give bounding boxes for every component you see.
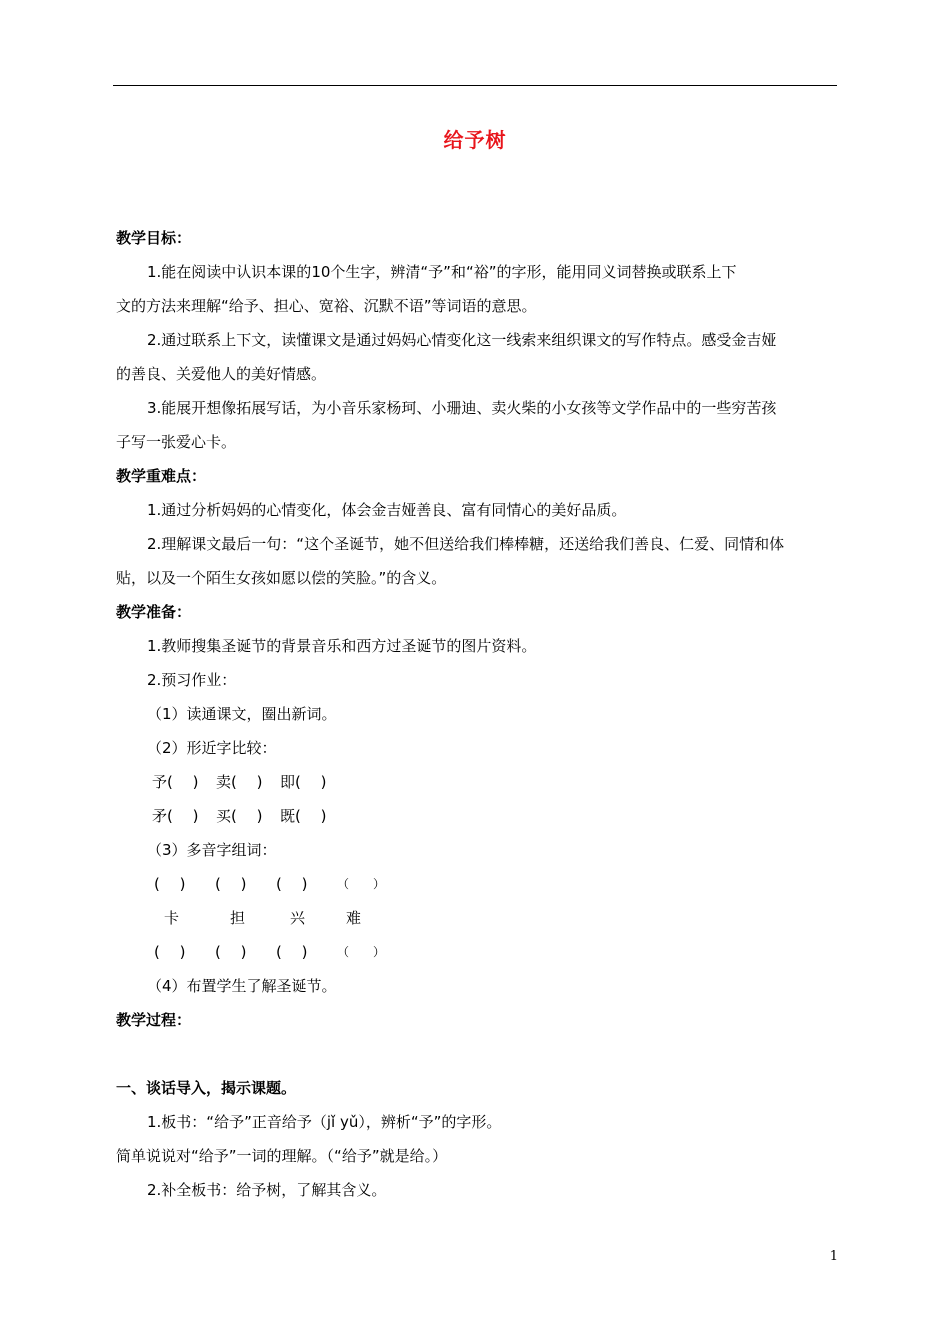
compare-cell: 既( ) xyxy=(280,807,327,825)
compare-cell: 买( ) xyxy=(216,807,263,825)
goal-3-line-1: 3.能展开想像拓展写话，为小音乐家杨珂、小珊迪、卖火柴的小女孩等文学作品中的一些穷苦孩 xyxy=(147,399,777,417)
goals-heading: 教学目标： xyxy=(116,229,192,247)
key-point-1: 1.通过分析妈妈的心情变化，体会金吉娅善良、富有同情心的美好品质。 xyxy=(147,501,627,519)
document-body xyxy=(116,221,840,1207)
compare-row-2 xyxy=(116,799,840,833)
part-1-step-1: 1.板书：“给予”正音给予（jǐ yǔ），辨析“予”的字形。 xyxy=(147,1113,502,1131)
process-heading: 教学过程： xyxy=(116,1011,192,1029)
polyphone-char: 难 xyxy=(346,909,362,927)
goal-1-line-1: 1.能在阅读中认识本课的10个生字，辨清“予”和“裕”的字形，能用同义词替换或联系上下 xyxy=(147,263,737,281)
homework-4: （4）布置学生了解圣诞节。 xyxy=(147,977,337,995)
polyphone-chars xyxy=(116,901,840,935)
page-number: 1 xyxy=(829,1249,838,1264)
goal-1-line-2: 文的方法来理解“给予、担心、宽裕、沉默不语”等词语的意思。 xyxy=(116,297,537,315)
polyphone-blank: （ ） xyxy=(337,945,386,959)
blank-line xyxy=(116,1037,840,1071)
polyphone-blank: ( ) xyxy=(154,875,186,893)
key-point-2-line-1: 2.理解课文最后一句：“这个圣诞节，她不但送给我们棒棒糖，还送给我们善良、仁爱、同情和体 xyxy=(147,535,785,553)
homework-3: （3）多音字组词： xyxy=(147,841,277,859)
polyphone-blank: ( ) xyxy=(215,875,247,893)
polyphone-char: 兴 xyxy=(290,909,306,927)
polyphone-blank: ( ) xyxy=(215,943,247,961)
header-rule xyxy=(113,85,837,86)
part-1-step-2: 2.补全板书：给予树，了解其含义。 xyxy=(147,1181,387,1199)
document-title: 给予树 xyxy=(443,128,507,152)
homework-2: （2）形近字比较： xyxy=(147,739,277,757)
homework-1: （1）读通课文，圈出新词。 xyxy=(147,705,337,723)
goal-3-line-2: 子写一张爱心卡。 xyxy=(116,433,237,451)
compare-cell: 予( ) xyxy=(152,773,199,791)
compare-cell: 矛( ) xyxy=(152,807,199,825)
preparation-heading: 教学准备： xyxy=(116,603,192,621)
preparation-1: 1.教师搜集圣诞节的背景音乐和西方过圣诞节的图片资料。 xyxy=(147,637,537,655)
polyphone-row-2 xyxy=(116,935,840,969)
goal-2-line-1: 2.通过联系上下文，读懂课文是通过妈妈心情变化这一线索来组织课文的写作特点。感受金吉娅 xyxy=(147,331,777,349)
part-1-heading: 一、谈话导入，揭示课题。 xyxy=(116,1079,297,1097)
compare-cell: 即( ) xyxy=(280,773,327,791)
polyphone-row-1 xyxy=(116,867,840,901)
key-point-2-line-2: 贴，以及一个陌生女孩如愿以偿的笑脸。”的含义。 xyxy=(116,569,447,587)
polyphone-char: 卡 xyxy=(164,909,180,927)
goal-2-line-2: 的善良、关爱他人的美好情感。 xyxy=(116,365,327,383)
key-points-heading: 教学重难点： xyxy=(116,467,207,485)
polyphone-char: 担 xyxy=(230,909,246,927)
preparation-2: 2.预习作业： xyxy=(147,671,237,689)
compare-row-1 xyxy=(116,765,840,799)
polyphone-blank: ( ) xyxy=(154,943,186,961)
part-1-note: 简单说说对“给予”一词的理解。（“给予”就是给。） xyxy=(116,1147,448,1165)
polyphone-blank: ( ) xyxy=(276,875,308,893)
compare-cell: 卖( ) xyxy=(216,773,263,791)
polyphone-blank: ( ) xyxy=(276,943,308,961)
polyphone-blank: （ ） xyxy=(337,877,386,891)
